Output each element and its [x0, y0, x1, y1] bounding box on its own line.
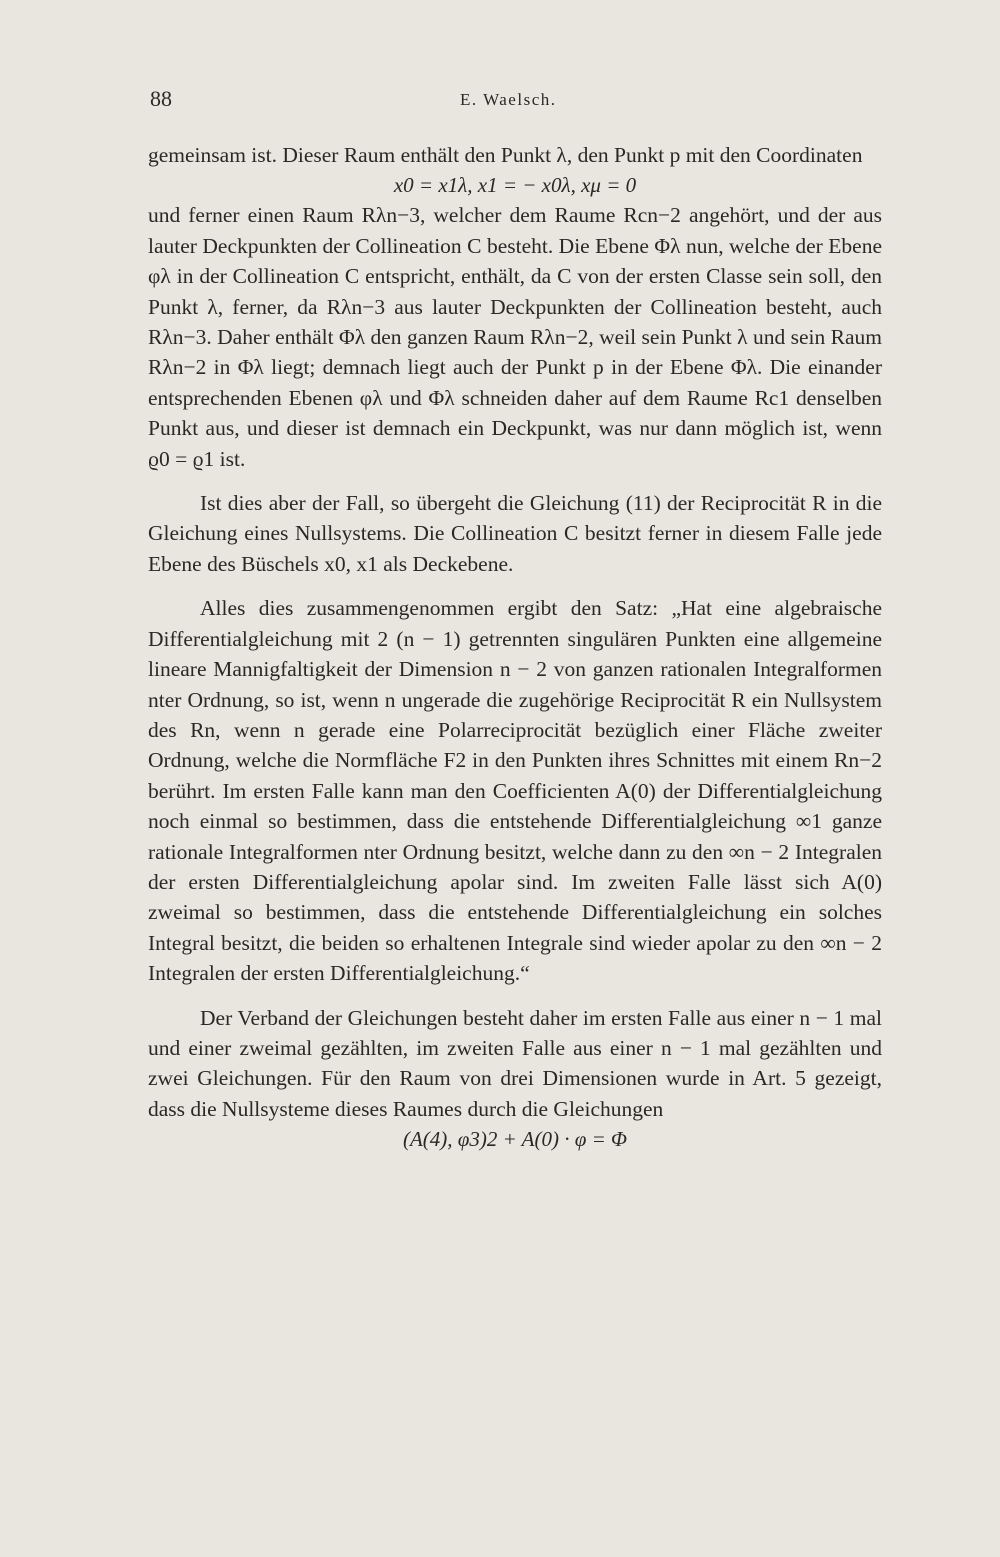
formula-coordinates: x0 = x1λ, x1 = − x0λ, xμ = 0 [393, 173, 637, 198]
body-text [148, 140, 882, 1154]
paragraph-3: Ist dies aber der Fall, so übergeht die Gleichung (11) der Reciprocität R in die Gleichung eines Nullsystems. Die Collineation C besitzt ferner in diesem Falle jede Ebene des Büschels x0, x1 als Deckebene. [148, 491, 882, 576]
page-number: 88 [150, 86, 172, 111]
running-title: E. Waelsch. [460, 90, 557, 109]
paragraph-5: Der Verband der Gleichungen besteht daher im ersten Falle aus einer n − 1 mal und einer zweimal gezählten, im zweiten Falle aus einer n − 1 mal gezählten und zwei Gleichungen. Für den Raum von drei Dimensionen wurde in Art. 5 gezeigt, dass die Nullsysteme dieses Raumes durch die Gleichungen [148, 1005, 882, 1121]
paragraph-4: Alles dies zusammengenommen ergibt den Satz: „Hat eine algebraische Differentialgleichung mit 2 (n − 1) getrennten singulären Punkten eine allgemeine lineare Mannigfaltigkeit der Dimension n − 2 von ganzen rationalen Integralformen nter Ordnung, so ist, wenn n ungerade die zugehörige Reciprocität R ein Nullsystem des Rn, wenn n gerade eine Polarreciprocität bezüglich einer Fläche zweiter Ordnung, welche die Normfläche F2 in den Punkten ihres Schnittes mit einem Rn−2 berührt. Im ersten Falle kann man den Coefficienten A(0) der Differentialgleichung noch einmal so bestimmen, dass die entstehende Differentialgleichung ∞1 ganze rationale Integralformen nter Ordnung besitzt, welche dann zu den ∞n − 2 Integralen der ersten Differentialgleichung apolar sind. Im zweiten Falle lässt sich A(0) zweimal so bestimmen, dass die entstehende Differentialgleichung ein solches Integral besitzt, die beiden so erhaltenen Integrale sind wieder apolar zu den ∞n − 2 Integralen der ersten Differentialgleichung.“ [148, 596, 882, 986]
paragraph-1: gemeinsam ist. Dieser Raum enthält den Punkt λ, den Punkt p mit den Coordinaten [148, 143, 863, 167]
paragraph-2: und ferner einen Raum Rλn−3, welcher dem Raume Rcn−2 angehört, und der aus lauter Deckpunkten der Collineation C besteht. Die Ebene Φλ nun, welche der Ebene φλ in der Collineation C entspricht, enthält, da C von der ersten Classe sein soll, den Punkt λ, ferner, da Rλn−3 aus lauter Deckpunkten der Collineation besteht, auch Rλn−3. Daher enthält Φλ den ganzen Raum Rλn−2, weil sein Punkt λ und sein Raum Rλn−2 in Φλ liegt; demnach liegt auch der Punkt p in der Ebene Φλ. Die einander entsprechenden Ebenen φλ und Φλ schneiden daher auf dem Raume Rc1 denselben Punkt aus, und dieser ist demnach ein Deckpunkt, was nur dann möglich ist, wenn ϱ0 = ϱ1 ist. [148, 203, 882, 471]
formula-nullsystem: (A(4), φ3)2 + A(0) · φ = Φ [402, 1127, 628, 1152]
page-header [150, 86, 880, 116]
